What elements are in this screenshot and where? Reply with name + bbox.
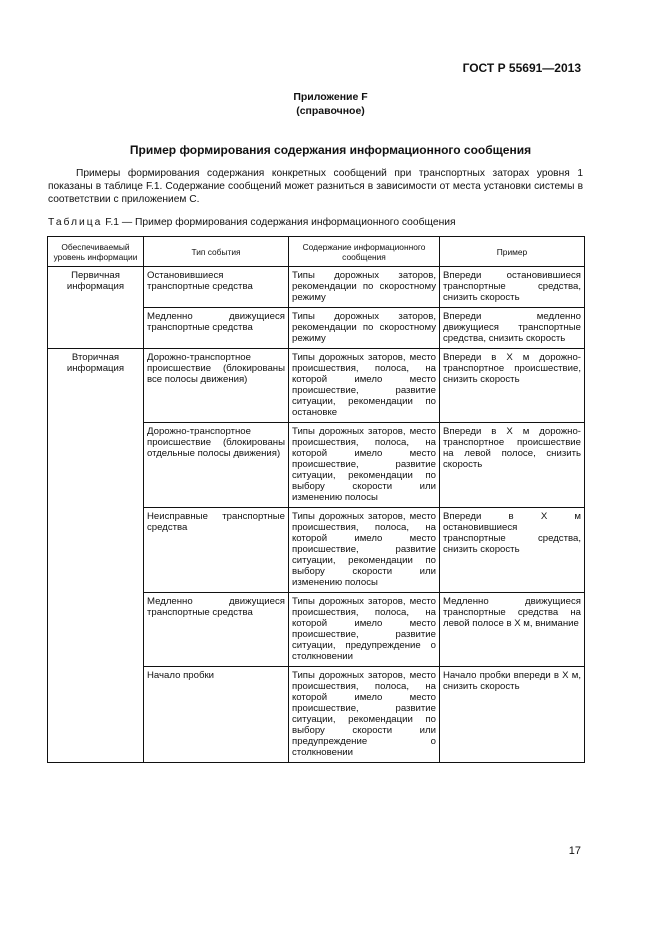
header-info-level: Обеспечиваемый уровень информации [48, 237, 144, 267]
intro-paragraph: Примеры формирования содержания конкретных сообщений при транспортных заторах уровня 1 показаны в таблице F.1. Содержание сообщений может разниться в зависимости от места установки системы в соответствии с приложением С. [48, 168, 583, 205]
example-cell: Впереди в Х м дорожно-транспортное происшествие на левой полосе, снизить скорость [440, 423, 585, 508]
example-cell: Начало пробки впереди в Х м, снизить скорость [440, 667, 585, 763]
appendix-subtitle: (справочное) [296, 105, 365, 117]
example-cell: Медленно движущиеся транспортные средства на левой полосе в Х м, внимание [440, 593, 585, 667]
document-code: ГОСТ Р 55691—2013 [462, 61, 581, 75]
info-level-cell: Вторичная информация [48, 349, 144, 763]
event-cell: Начало пробки [144, 667, 289, 763]
header-event-type: Тип события [144, 237, 289, 267]
event-cell: Неисправные транспортные средства [144, 508, 289, 593]
appendix-heading [0, 90, 661, 118]
event-cell: Остановившиеся транспортные средства [144, 267, 289, 308]
content-cell: Типы дорожных заторов, место происшествия, полоса, на которой имело место происшествие, развитие ситуации, рекомендации по выбору скорости или изменению полосы [289, 423, 440, 508]
event-cell: Дорожно-транспортное происшествие (блокированы отдельные полосы движения) [144, 423, 289, 508]
example-cell: Впереди остановившиеся транспортные средства, снизить скорость [440, 267, 585, 308]
event-cell: Дорожно-транспортное происшествие (блокированы все полосы движения) [144, 349, 289, 423]
example-cell: Впереди медленно движущиеся транспортные средства, снизить скорость [440, 308, 585, 349]
content-cell: Типы дорожных заторов, место происшествия, полоса, на которой имело место происшествие, развитие ситуации, рекомендации по выбору скорости или предупреждение о столкновении [289, 667, 440, 763]
appendix-title: Приложение F [293, 91, 368, 103]
header-message-content: Содержание информационного сообщения [289, 237, 440, 267]
content-cell: Типы дорожных заторов, место происшествия, полоса, на которой имело место происшествие, развитие ситуации, предупреждение о столкновении [289, 593, 440, 667]
example-table [47, 236, 585, 763]
info-level-cell: Первичная информация [48, 267, 144, 349]
table-row [48, 349, 585, 423]
page-number: 17 [568, 845, 581, 857]
table-caption [48, 217, 456, 228]
content-cell: Типы дорожных заторов, рекомендации по скоростному режиму [289, 267, 440, 308]
content-cell: Типы дорожных заторов, место происшествия, полоса, на которой имело место происшествие, развитие ситуации, рекомендации по выбору скорости или изменению полосы [289, 508, 440, 593]
table-caption-word: Таблица [48, 217, 103, 228]
example-cell: Впереди в Х м остановившиеся транспортные средства, снизить скорость [440, 508, 585, 593]
table-caption-text: F.1 — Пример формирования содержания информационного сообщения [102, 217, 456, 228]
example-cell: Впереди в Х м дорожно-транспортное происшествие, снизить скорость [440, 349, 585, 423]
content-cell: Типы дорожных заторов, место происшествия, полоса, на которой имело место происшествие, развитие ситуации, рекомендации по остановке [289, 349, 440, 423]
table-header-row [48, 237, 585, 267]
table-row [48, 267, 585, 308]
event-cell: Медленно движущиеся транспортные средства [144, 308, 289, 349]
section-title: Пример формирования содержания информационного сообщения [129, 143, 532, 157]
event-cell: Медленно движущиеся транспортные средства [144, 593, 289, 667]
header-example: Пример [440, 237, 585, 267]
content-cell: Типы дорожных заторов, рекомендации по скоростному режиму [289, 308, 440, 349]
